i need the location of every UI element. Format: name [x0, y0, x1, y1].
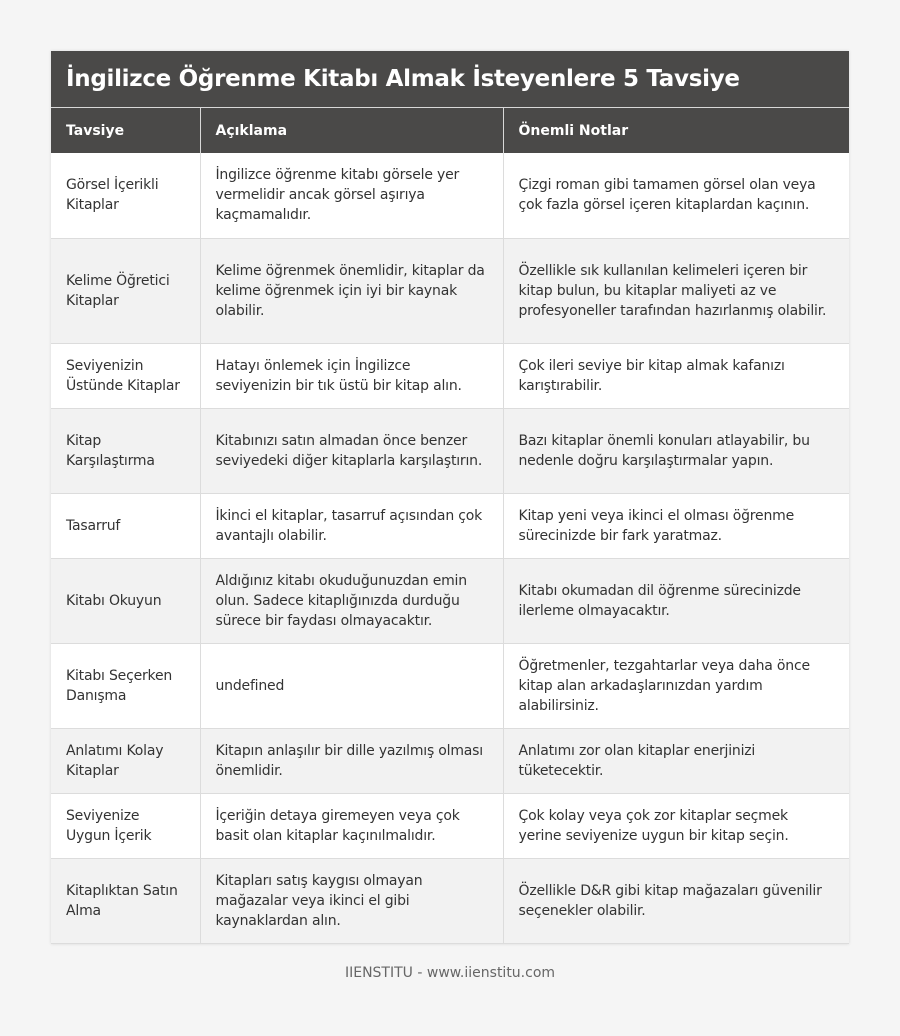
table-row — [51, 558, 849, 643]
table-header-row — [51, 108, 849, 153]
table-row — [51, 858, 849, 943]
cell-onemli-notlar: Anlatımı zor olan kitaplar enerjinizi tüketecektir. — [503, 728, 849, 793]
cell-tavsiye: Seviyenize Uygun İçerik — [51, 793, 200, 858]
column-header-tavsiye: Tavsiye — [51, 108, 200, 153]
table-row — [51, 343, 849, 408]
cell-aciklama: Kelime öğrenmek önemlidir, kitaplar da kelime öğrenmek için iyi bir kaynak olabilir. — [200, 238, 503, 343]
cell-aciklama: Aldığınız kitabı okuduğunuzdan emin olun. Sadece kitaplığınızda durduğu sürece bir faydası olmayacaktır. — [200, 558, 503, 643]
cell-tavsiye: Anlatımı Kolay Kitaplar — [51, 728, 200, 793]
table-row — [51, 643, 849, 728]
tips-card — [51, 51, 849, 944]
page-title: İngilizce Öğrenme Kitabı Almak İsteyenlere 5 Tavsiye — [51, 51, 849, 108]
cell-aciklama: Hatayı önlemek için İngilizce seviyenizin bir tık üstü bir kitap alın. — [200, 343, 503, 408]
table-row — [51, 493, 849, 558]
column-header-onemli-notlar: Önemli Notlar — [503, 108, 849, 153]
cell-aciklama: Kitapları satış kaygısı olmayan mağazalar veya ikinci el gibi kaynaklardan alın. — [200, 858, 503, 943]
table-row — [51, 793, 849, 858]
cell-onemli-notlar: Öğretmenler, tezgahtarlar veya daha önce kitap alan arkadaşlarınızdan yardım alabilirsiniz. — [503, 643, 849, 728]
cell-onemli-notlar: Kitap yeni veya ikinci el olması öğrenme sürecinizde bir fark yaratmaz. — [503, 493, 849, 558]
footer-credit: IIENSTITU - www.iienstitu.com — [344, 965, 556, 981]
table-row — [51, 728, 849, 793]
cell-aciklama: Kitapın anlaşılır bir dille yazılmış olması önemlidir. — [200, 728, 503, 793]
cell-onemli-notlar: Özellikle sık kullanılan kelimeleri içeren bir kitap bulun, bu kitaplar maliyeti az ve profesyoneller tarafından hazırlanmış olabilir. — [503, 238, 849, 343]
tips-table — [51, 108, 849, 944]
column-header-aciklama: Açıklama — [200, 108, 503, 153]
cell-aciklama: undefined — [200, 643, 503, 728]
cell-tavsiye: Kitap Karşılaştırma — [51, 408, 200, 493]
cell-onemli-notlar: Çizgi roman gibi tamamen görsel olan veya çok fazla görsel içeren kitaplardan kaçının. — [503, 153, 849, 238]
cell-tavsiye: Seviyenizin Üstünde Kitaplar — [51, 343, 200, 408]
cell-aciklama: İçeriğin detaya giremeyen veya çok basit olan kitaplar kaçınılmalıdır. — [200, 793, 503, 858]
cell-onemli-notlar: Özellikle D&R gibi kitap mağazaları güvenilir seçenekler olabilir. — [503, 858, 849, 943]
cell-tavsiye: Tasarruf — [51, 493, 200, 558]
cell-tavsiye: Kitabı Okuyun — [51, 558, 200, 643]
cell-onemli-notlar: Çok ileri seviye bir kitap almak kafanızı karıştırabilir. — [503, 343, 849, 408]
table-row — [51, 408, 849, 493]
cell-aciklama: Kitabınızı satın almadan önce benzer seviyedeki diğer kitaplarla karşılaştırın. — [200, 408, 503, 493]
cell-tavsiye: Kitabı Seçerken Danışma — [51, 643, 200, 728]
cell-onemli-notlar: Çok kolay veya çok zor kitaplar seçmek yerine seviyenize uygun bir kitap seçin. — [503, 793, 849, 858]
cell-aciklama: İkinci el kitaplar, tasarruf açısından çok avantajlı olabilir. — [200, 493, 503, 558]
cell-tavsiye: Görsel İçerikli Kitaplar — [51, 153, 200, 238]
table-row — [51, 153, 849, 238]
cell-aciklama: İngilizce öğrenme kitabı görsele yer vermelidir ancak görsel aşırıya kaçmamalıdır. — [200, 153, 503, 238]
cell-onemli-notlar: Bazı kitaplar önemli konuları atlayabilir, bu nedenle doğru karşılaştırmalar yapın. — [503, 408, 849, 493]
cell-tavsiye: Kitaplıktan Satın Alma — [51, 858, 200, 943]
cell-onemli-notlar: Kitabı okumadan dil öğrenme sürecinizde ilerleme olmayacaktır. — [503, 558, 849, 643]
table-row — [51, 238, 849, 343]
cell-tavsiye: Kelime Öğretici Kitaplar — [51, 238, 200, 343]
